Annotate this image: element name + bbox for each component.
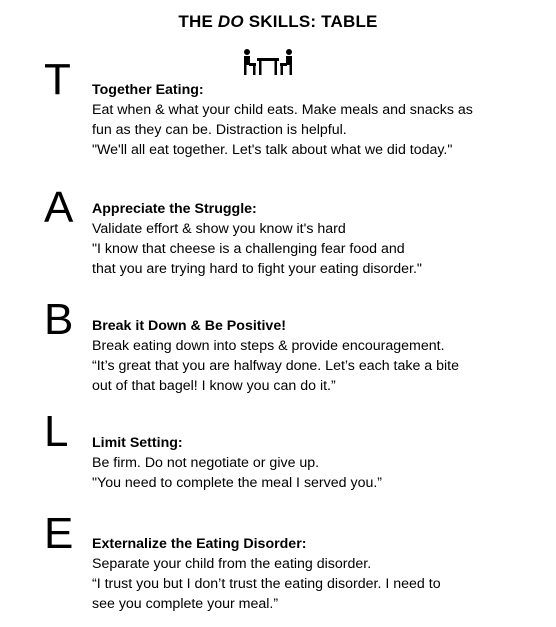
section-line: Validate effort & show you know it's hard (92, 221, 346, 237)
section-heading: Together Eating: (92, 82, 204, 98)
section-limit-setting (92, 433, 532, 493)
letter-l: L (44, 407, 69, 456)
section-line: Be firm. Do not negotiate or give up. (92, 455, 320, 471)
section-line: out of that bagel! I know you can do it.” (92, 378, 336, 394)
section-line: "You need to complete the meal I served you.” (92, 475, 383, 491)
title-suffix: SKILLS: TABLE (243, 12, 378, 31)
section-heading: Break it Down & Be Positive! (92, 318, 286, 334)
dining-table-icon (240, 48, 296, 76)
section-externalize (92, 534, 532, 614)
section-break-it-down (92, 316, 532, 396)
section-line: fun as they can be. Distraction is helpful. (92, 122, 347, 138)
section-line: “It’s great that you are halfway done. Let’s each take a bite (92, 358, 460, 374)
section-heading: Externalize the Eating Disorder: (92, 536, 307, 552)
section-heading: Appreciate the Struggle: (92, 201, 257, 217)
letter-b: B (44, 295, 74, 344)
letter-a: A (44, 183, 74, 232)
section-line: “I trust you but I don’t trust the eating disorder. I need to (92, 576, 441, 592)
section-line: Break eating down into steps & provide encouragement. (92, 338, 445, 354)
section-appreciate-struggle (92, 199, 532, 279)
letter-e: E (44, 509, 74, 558)
section-line: Separate your child from the eating disorder. (92, 556, 372, 572)
page-title (0, 12, 556, 32)
section-heading: Limit Setting: (92, 435, 183, 451)
title-italic-do: DO (217, 12, 244, 31)
section-line: "I know that cheese is a challenging fear food and (92, 241, 405, 257)
letter-t: T (44, 55, 71, 104)
section-line: "We'll all eat together. Let's talk about what we did today." (92, 142, 453, 158)
section-line: Eat when & what your child eats. Make meals and snacks as (92, 102, 473, 118)
section-line: see you complete your meal.” (92, 596, 279, 612)
section-together-eating (92, 80, 532, 160)
title-prefix: THE (178, 12, 218, 31)
section-line: that you are trying hard to fight your eating disorder." (92, 261, 422, 277)
